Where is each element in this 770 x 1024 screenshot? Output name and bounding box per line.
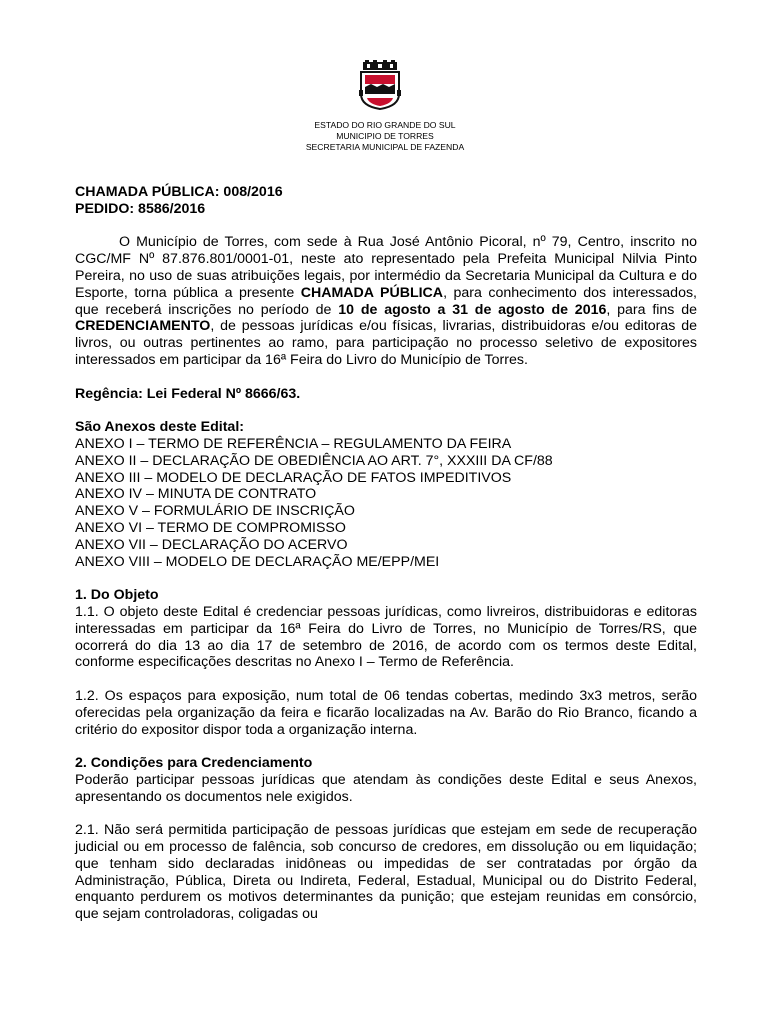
header-municipality: MUNICIPIO DE TORRES [336,131,434,141]
annex-item: ANEXO III – MODELO DE DECLARAÇÃO DE FATOS IMPEDITIVOS [75,469,512,486]
annex-item: ANEXO VI – TERMO DE COMPROMISSO [75,519,346,536]
section-1-1-paragraph: 1.1. O objeto deste Edital é credenciar pessoas jurídicas, como livreiros, distribuidoras e editoras interessadas em participar da 16ª Feira do Livro de Torres, no Município de Torres/RS, que ocorrerá do dia 13 ao dia 17 de setembro de 2016, de acordo com os termos deste Edital, conforme especificações descritas no Anexo I – Termo de Referência. [75,603,697,671]
annex-item: ANEXO VIII – MODELO DE DECLARAÇÃO ME/EPP/MEI [75,553,440,570]
section-1-heading: 1. Do Objeto [75,587,159,604]
annex-list [75,436,697,570]
document-body [75,184,697,923]
coat-of-arms-icon [357,60,403,110]
annex-item: ANEXO IV – MINUTA DE CONTRATO [75,486,317,503]
letterhead [0,120,770,153]
annexes-heading: São Anexos deste Edital: [75,419,244,436]
section-2-1-paragraph: 2.1. Não será permitida participação de pessoas jurídicas que estejam em sede de recuperação judicial ou em processo de falência, sob concurso de credores, em dissolução ou em liquidação; que tenham sido declaradas inidôneas ou impedidas de ser contratadas por órgão da Administração, Pública, Direta ou Indireta, Federal, Estadual, Municipal ou do Distrito Federal, enquanto perdurem os motivos determinantes da punição; que estejam reunidas em consórcio, que sejam controladoras, coligadas ou [75,822,697,923]
annex-item: ANEXO VII – DECLARAÇÃO DO ACERVO [75,536,348,553]
header-secretariat: SECRETARIA MUNICIPAL DE FAZENDA [305,142,465,152]
section-2-intro-paragraph: Poderão participar pessoas jurídicas que atendam às condições deste Edital e seus Anexos, apresentando os documentos nele exigidos. [75,771,697,805]
header-state: ESTADO DO RIO GRANDE DO SUL [314,120,456,130]
document-title: CHAMADA PÚBLICA: 008/2016 [75,184,283,200]
annex-item: ANEXO V – FORMULÁRIO DE INSCRIÇÃO [75,503,355,520]
intro-paragraph: O Município de Torres, com sede à Rua José Antônio Picoral, nº 79, Centro, inscrito no CGC/MF Nº 87.876.801/0001-01, neste ato representado pela Prefeita Municipal Nilvia Pinto Pereira, no uso de suas atribuições legais, por intermédio da Secretaria Municipal da Cultura e do Esporte, torna pública a presente CHAMADA PÚBLICA, para conhecimento dos interessados, que receberá inscrições no período de 10 de agosto a 31 de agosto de 2016, para fins de CREDENCIAMENTO, de pessoas jurídicas e/ou físicas, livrarias, distribuidoras e/ou editoras de livros, ou outras pertinentes ao ramo, para participação no processo seletivo de expositores interessados em participar da 16ª Feira do Livro do Município de Torres. [75,234,697,368]
section-2-heading: 2. Condições para Credenciamento [75,755,313,772]
section-1-2-paragraph: 1.2. Os espaços para exposição, num total de 06 tendas cobertas, medindo 3x3 metros, serão oferecidas pela organização da feira e ficarão localizadas na Av. Barão do Rio Branco, ficando a critério do expositor dispor toda a organização interna. [75,687,697,738]
regencia-line: Regência: Lei Federal Nº 8666/63. [75,385,301,402]
annex-item: ANEXO II – DECLARAÇÃO DE OBEDIÊNCIA AO ART. 7°, XXXIII DA CF/88 [75,452,553,469]
document-order-number: PEDIDO: 8586/2016 [75,200,206,217]
annex-item: ANEXO I – TERMO DE REFERÊNCIA – REGULAMENTO DA FEIRA [75,435,512,452]
